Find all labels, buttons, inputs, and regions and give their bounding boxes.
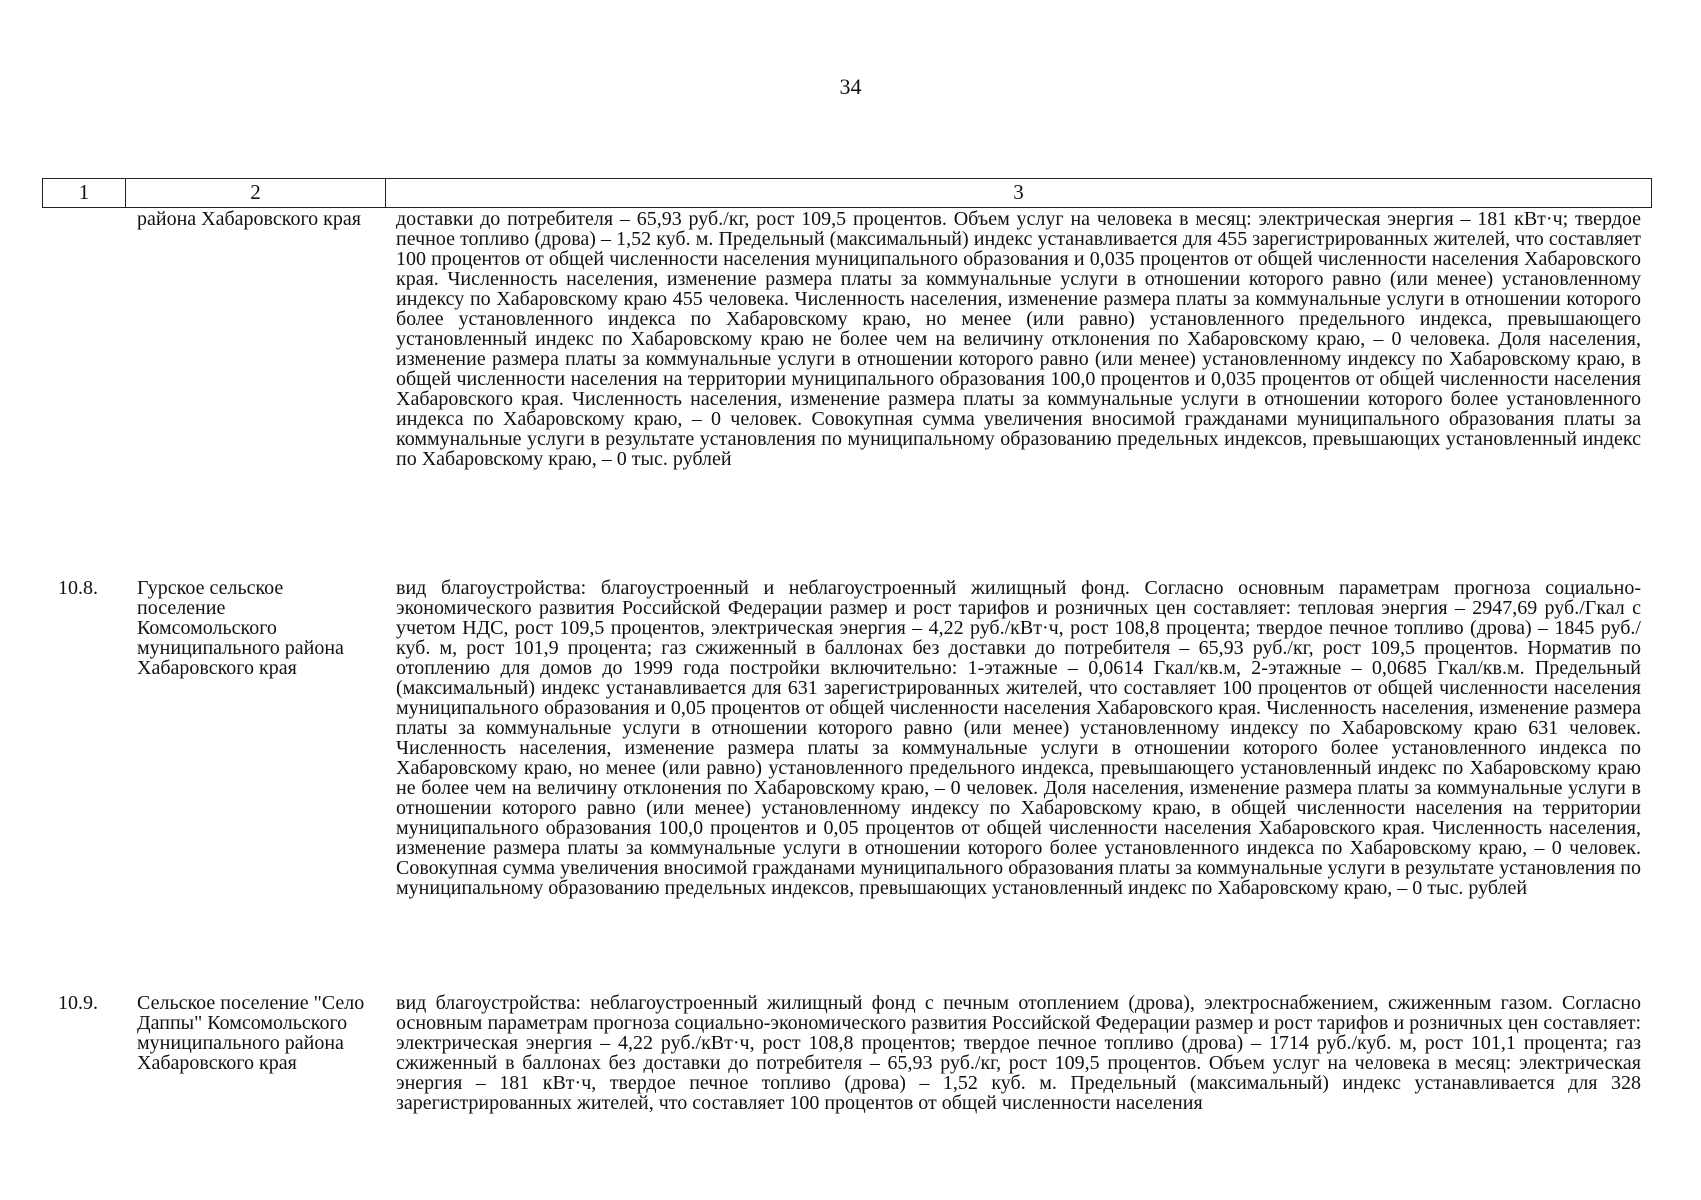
row-number: 10.8. (58, 577, 98, 599)
municipality-name: района Хабаровского края (137, 208, 361, 230)
column-header-3: 3 (1013, 180, 1024, 204)
municipality-name: Сельское поселение "Село Даппы" Комсомольского муниципального района Хабаровского края (137, 992, 365, 1074)
municipality-name: Гурское сельское поселение Комсомольского муниципального района Хабаровского края (137, 577, 344, 679)
column-header-2: 2 (126, 179, 386, 207)
table-header-row (42, 178, 1652, 208)
row-number: 10.9. (58, 992, 98, 1014)
column-header-1: 1 (43, 179, 126, 207)
row-description: вид благоустройства: неблагоустроенный жилищный фонд с печным отоплением (дрова), электроснабжением, сжиженным газом. Согласно основным параметрам прогноза социально-экономического развития Российской Федерации размер и рост тарифов и розничных цен составляет: электрическая энергия – 4,22 руб./кВт·ч, рост 108,8 процентов; твердое печное топливо (дрова) – 1714 руб./куб. м, рост 101,1 процента; газ сжиженный в баллонах без доставки до потребителя – 65,93 руб./кг, рост 109,5 процентов. Объем услуг на человека в месяц: электрическая энергия – 181 кВт·ч, твердое печное топливо (дрова) – 1,52 куб. м. Предельный (максимальный) индекс устанавливается для 328 зарегистрированных жителей, что составляет 100 процентов от общей численности населения (396, 992, 1641, 1114)
page-number: 34 (839, 74, 862, 99)
row-description: доставки до потребителя – 65,93 руб./кг, рост 109,5 процентов. Объем услуг на человека в месяц: электрическая энергия – 181 кВт·ч; твердое печное топливо (дрова) – 1,52 куб. м. Предельный (максимальный) индекс устанавливается для 455 зарегистрированных жителей, что составляет 100 процентов от общей численности населения муниципального образования и 0,035 процентов от общей численности населения Хабаровского края. Численность населения, изменение размера платы за коммунальные услуги в отношении которого равно (или менее) установленному индексу по Хабаровскому краю 455 человека. Численность населения, изменение размера платы за коммунальные услуги в отношении которого более установленного индекса по Хабаровскому краю, но менее (или равно) установленного предельного индекса, превышающего установленный индекс по Хабаровскому краю не более чем на величину отклонения по Хабаровскому краю, – 0 человека. Доля населения, изменение размера платы за коммунальные услуги в отношении которого равно (или менее) установленному индексу по Хабаровскому краю, в общей численности населения на территории муниципального образования 100,0 процентов и 0,035 процентов от общей численности населения Хабаровского края. Численность населения, изменение размера платы за коммунальные услуги в отношении которого более установленного индекса по Хабаровскому краю, – 0 человек. Совокупная сумма увеличения вносимой гражданами муниципального образования платы за коммунальные услуги в результате установления по муниципальному образованию предельных индексов, превышающих установленный индекс по Хабаровскому краю, – 0 тыс. рублей (396, 208, 1641, 470)
row-description: вид благоустройства: благоустроенный и неблагоустроенный жилищный фонд. Согласно основным параметрам прогноза социально-экономического развития Российской Федерации размер и рост тарифов и розничных цен составляет: тепловая энергия – 2947,69 руб./Гкал с учетом НДС, рост 109,5 процентов, электрическая энергия – 4,22 руб./кВт·ч, рост 108,8 процента; твердое печное топливо (дрова) – 1845 руб./куб. м, рост 101,9 процента; газ сжиженный в баллонах без доставки до потребителя – 65,93 руб./кг, рост 109,5 процентов. Норматив по отоплению для домов до 1999 года постройки включительно: 1-этажные – 0,0614 Гкал/кв.м, 2-этажные – 0,0685 Гкал/кв.м. Предельный (максимальный) индекс устанавливается для 631 зарегистрированных жителей, что составляет 100 процентов от общей численности населения муниципального образования и 0,05 процентов от общей численности населения Хабаровского края. Численность населения, изменение размера платы за коммунальные услуги в отношении которого равно (или менее) установленному индексу по Хабаровскому краю 631 человек. Численность населения, изменение размера платы за коммунальные услуги в отношении которого более установленного индекса по Хабаровскому краю, но менее (или равно) установленного предельного индекса, превышающего установленный индекс по Хабаровскому краю не более чем на величину отклонения по Хабаровскому краю, – 0 человек. Доля населения, изменение размера платы за коммунальные услуги в отношении которого равно (или менее) установленному индексу по Хабаровскому краю, в общей численности населения на территории муниципального образования 100,0 процентов и 0,05 процентов от общей численности населения Хабаровского края. Численность населения, изменение размера платы за коммунальные услуги в отношении которого более установленного индекса по Хабаровскому краю, – 0 человек. Совокупная сумма увеличения вносимой гражданами муниципального образования платы за коммунальные услуги в результате установления по муниципальному образованию предельных индексов, превышающих установленный индекс по Хабаровскому краю, – 0 тыс. рублей (396, 577, 1641, 899)
